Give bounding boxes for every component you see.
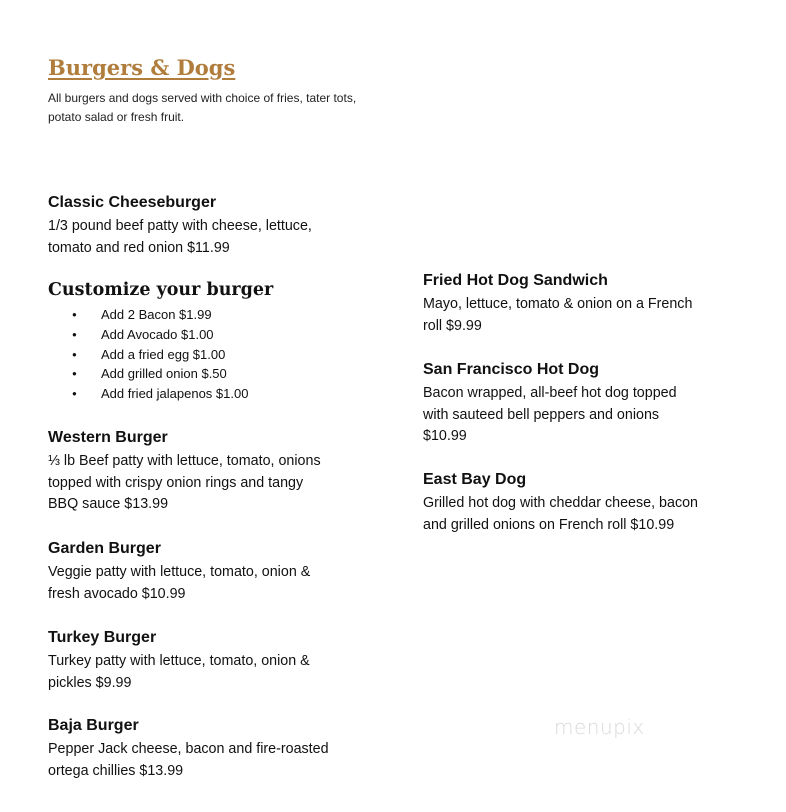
item-description: ⅓ lb Beef patty with lettuce, tomato, onions topped with crispy onion rings and tangy BBQ sauce $13.99 [48, 453, 321, 512]
item-name: East Bay Dog [423, 471, 527, 488]
item-name: Baja Burger [48, 717, 139, 734]
item-name: San Francisco Hot Dog [423, 361, 600, 378]
item-description: Mayo, lettuce, tomato & onion on a French roll $9.99 [423, 296, 693, 334]
menu-item-baja-burger [48, 716, 329, 782]
item-name: Classic Cheeseburger [48, 194, 217, 211]
item-description: Bacon wrapped, all-beef hot dog topped with sauteed bell peppers and onions $10.99 [423, 385, 677, 444]
item-name: Western Burger [48, 429, 168, 446]
watermark-logo: menupix [554, 715, 645, 739]
customize-option: ● Add a fried egg $1.00 [72, 345, 248, 365]
menu-item-western-burger [48, 428, 321, 516]
menu-item-san-francisco-hot-dog [423, 360, 677, 448]
item-description: Turkey patty with lettuce, tomato, onion & pickles $9.99 [48, 653, 310, 691]
item-description: Veggie patty with lettuce, tomato, onion & fresh avocado $10.99 [48, 564, 311, 602]
customize-option: ● Add 2 Bacon $1.99 [72, 305, 248, 325]
item-description: Pepper Jack cheese, bacon and fire-roasted ortega chillies $13.99 [48, 741, 329, 779]
menu-item-east-bay-dog [423, 470, 698, 536]
customize-option: ● Add grilled onion $.50 [72, 364, 248, 384]
menu-item-turkey-burger [48, 628, 310, 694]
item-description: 1/3 pound beef patty with cheese, lettuce, tomato and red onion $11.99 [48, 218, 312, 256]
menu-item-fried-hot-dog-sandwich [423, 271, 692, 337]
menu-item-garden-burger [48, 539, 310, 605]
item-name: Garden Burger [48, 540, 161, 557]
section-note: All burgers and dogs served with choice of fries, tater tots, potato salad or fresh fruit. [48, 91, 357, 124]
section-title: Burgers & Dogs [48, 55, 236, 80]
item-description: Grilled hot dog with cheddar cheese, bacon and grilled onions on French roll $10.99 [423, 495, 698, 533]
customize-option: ● Add Avocado $1.00 [72, 325, 248, 345]
customize-options-list [72, 305, 248, 404]
customize-option: ● Add fried jalapenos $1.00 [72, 384, 248, 404]
item-name: Fried Hot Dog Sandwich [423, 272, 608, 289]
customize-title: Customize your burger [48, 280, 274, 300]
menu-item-classic-cheeseburger [48, 193, 312, 259]
item-name: Turkey Burger [48, 629, 157, 646]
